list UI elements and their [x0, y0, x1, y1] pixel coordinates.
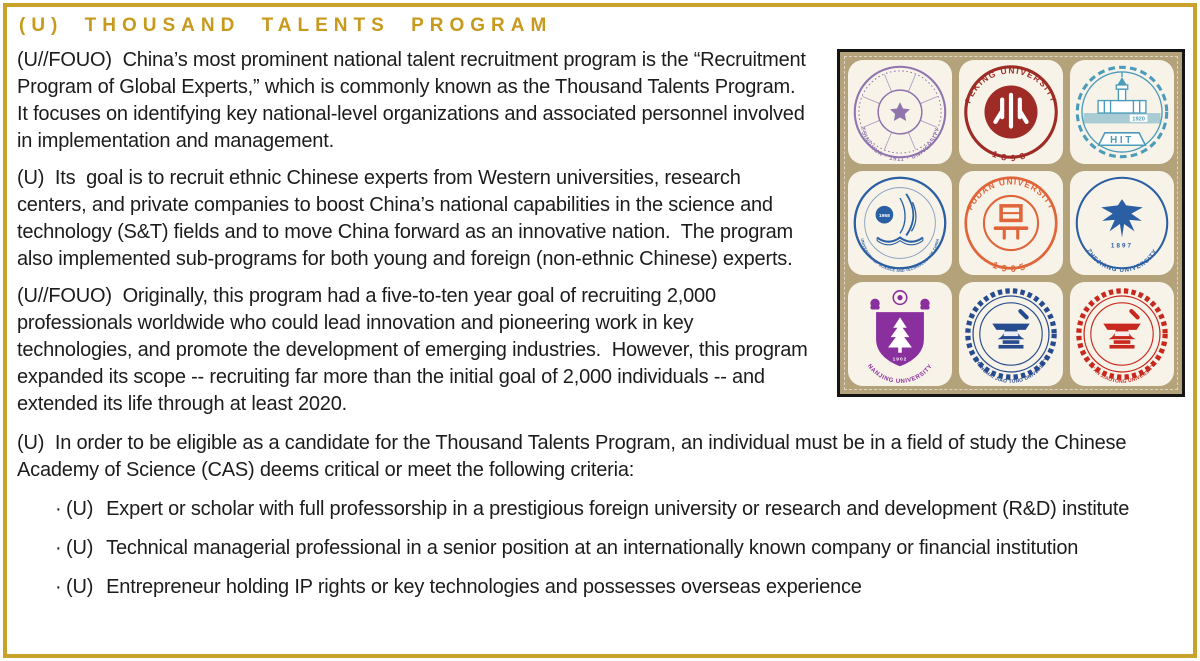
peking-university-seal-graphic [959, 60, 1063, 164]
university-seals-grid [848, 60, 1174, 386]
xian-jiaotong-university-seal-graphic [1070, 282, 1174, 386]
tsinghua-university-seal [848, 60, 952, 164]
classification-tag: (U) [66, 498, 94, 520]
svg-text:1905: 1905 [991, 259, 1031, 275]
xian-jiaotong-university-seal [1070, 282, 1174, 386]
svg-text:PEKING UNIVERSITY: PEKING UNIVERSITY [962, 65, 1060, 105]
fudan-university-seal-graphic [959, 171, 1063, 275]
criteria-text: Technical managerial professional in a senior position at an internationally known company or financial institution [106, 537, 1079, 559]
svg-text:1898: 1898 [990, 148, 1032, 164]
main-content-row [16, 47, 1185, 428]
classification-tag: (U) [66, 537, 94, 559]
classification-tag: (U) [66, 576, 94, 598]
criteria-list [16, 496, 1185, 601]
criteria-item-3 [55, 574, 1185, 601]
harbin-institute-of-technology-seal-graphic [1070, 60, 1174, 164]
harbin-institute-of-technology-seal [1070, 60, 1174, 164]
svg-text:NANJING UNIVERSITY: NANJING UNIVERSITY [865, 363, 935, 385]
svg-text:HIT: HIT [1110, 135, 1134, 147]
document-page [3, 3, 1197, 658]
peking-university-seal [959, 60, 1063, 164]
criteria-text: Expert or scholar with full professorship in a prestigious foreign university or research and development (R&D) institute [106, 498, 1130, 520]
svg-text:1902: 1902 [892, 357, 908, 363]
svg-text:1958: 1958 [878, 213, 890, 220]
bullet-marker: · [55, 498, 62, 520]
nanjing-university-seal-graphic [848, 282, 952, 386]
fudan-university-seal [959, 171, 1063, 275]
svg-text:TSINGHUA · 1911 · UNIVERSITY: TSINGHUA · 1911 · UNIVERSITY [858, 126, 942, 163]
svg-text:XI'AN JIAOTONG UNIVERSITY: XI'AN JIAOTONG UNIVERSITY [1087, 363, 1157, 385]
criteria-text: Entrepreneur holding IP rights or key technologies and possesses overseas experience [106, 576, 862, 598]
zhejiang-university-seal [1070, 171, 1174, 275]
shanghai-jiao-tong-university-seal-graphic [959, 282, 1063, 386]
nanjing-university-seal [848, 282, 952, 386]
bullet-marker: · [55, 576, 62, 598]
svg-text:FUDAN UNIVERSITY: FUDAN UNIVERSITY [964, 176, 1058, 212]
paragraph-overview: (U//FOUO) China’s most prominent national talent recruitment program is the “Recruitment Program of Global Experts,” which is commonly known as the Thousand Talents Program. It focuses on identifying key national-level organizations and associated personnel involved in implementation and management. [17, 49, 812, 152]
paragraph-goal: (U) Its goal is to recruit ethnic Chinese experts from Western universities, research centers, and private companies to boost China’s national capabilities in the science and technology (S&T) fields and to move China forward as an innovative nation. The program also implemented sub-programs for both young and foreign (non-ethnic Chinese) experts. [17, 167, 799, 270]
tsinghua-university-seal-graphic [848, 60, 952, 164]
paragraph-eligibility: (U) In order to be eligible as a candidate for the Thousand Talents Program, an individual must be in a field of study the Chinese Academy of Science (CAS) deems critical or meet the following criteria: [17, 432, 1131, 481]
svg-text:1897: 1897 [1110, 242, 1134, 250]
paragraph-scope: (U//FOUO) Originally, this program had a five-to-ten year goal of recruiting 2,000 professionals worldwide who could lead innovation and pioneering work in key technologies, and promote the development of emerging industries. However, this program expanded its scope -- recruiting far more than the initial goal of 2,000 individuals -- and extended its life through at least 2020. [17, 285, 813, 415]
svg-text:1920: 1920 [1132, 116, 1146, 123]
criteria-item-1 [55, 496, 1185, 523]
svg-text:SHANGHAI JIAO TONG UNIVERSITY: SHANGHAI JIAO TONG UNIVERSITY [972, 356, 1050, 385]
svg-text:ZHEJIANG UNIVERSITY: ZHEJIANG UNIVERSITY [1085, 247, 1159, 274]
svg-text:UNIVERSITY OF SCIENCE AND TECH: UNIVERSITY OF SCIENCE AND TECHNOLOGY OF CHINA [859, 238, 941, 273]
page-title: (U) THOUSAND TALENTS PROGRAM [19, 15, 553, 36]
bullet-marker: · [55, 537, 62, 559]
text-column [16, 47, 816, 428]
shanghai-jiao-tong-university-seal [959, 282, 1063, 386]
zhejiang-university-seal-graphic [1070, 171, 1174, 275]
ustc-seal-graphic [848, 171, 952, 275]
criteria-item-2 [55, 535, 1185, 562]
university-seals-panel [837, 49, 1185, 397]
ustc-seal [848, 171, 952, 275]
